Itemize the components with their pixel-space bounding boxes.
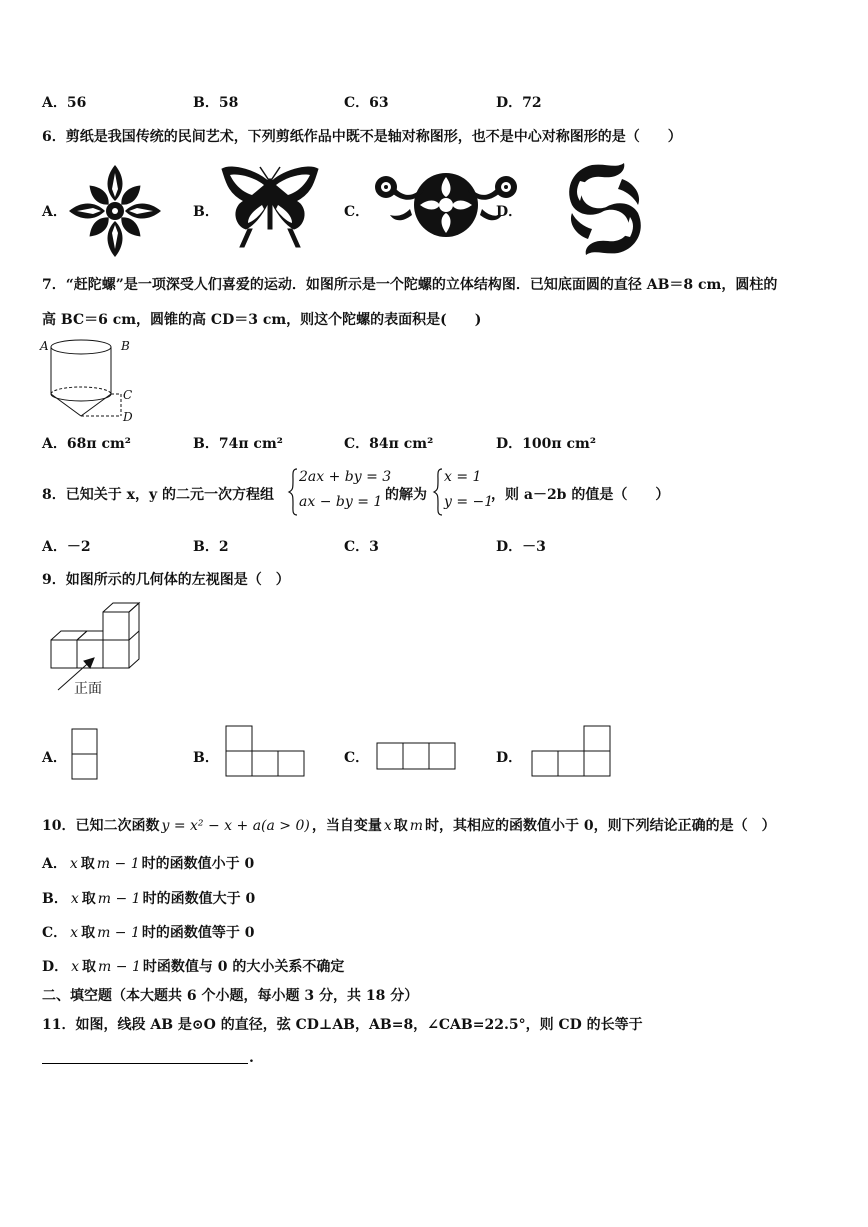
q5-option-d: D．72: [496, 95, 542, 111]
quadratic-function: y = x² − x + a(a > 0): [161, 818, 310, 834]
figure-label-a: A: [40, 339, 49, 353]
q10-option-b-x: x: [70, 891, 79, 907]
answer-blank[interactable]: [42, 1063, 248, 1064]
q7-option-b: B．74π cm²: [193, 436, 283, 452]
q6-stem: 6．剪纸是我国传统的民间艺术，下列剪纸作品中既不是轴对称图形，也不是中心对称图形的是（ ）: [42, 129, 682, 145]
q11-stem: 11．如图，线段 AB 是⊙O 的直径，弦 CD⊥AB，AB=8，∠CAB=22.5°，则 CD 的长等于: [42, 1017, 643, 1033]
q7-option-c: C．84π cm²: [344, 436, 434, 452]
q10-option-a-letter: A．: [42, 856, 67, 872]
q10-option-d-expr: m − 1: [98, 959, 141, 975]
q7-option-a: A．68π cm²: [42, 436, 131, 452]
q9-option-c-label: C．: [344, 750, 370, 766]
q10-option-d-letter: D．: [42, 959, 69, 975]
right-brace-solution: [433, 468, 443, 516]
q8-stem-prefix: 8．已知关于 x，y 的二元一次方程组: [42, 487, 274, 503]
option-d-view-diagram: [531, 725, 613, 779]
left-brace-system: [288, 468, 298, 516]
papercut-flower-image: [67, 163, 163, 259]
q9-stem: 9．如图所示的几何体的左视图是（ ）: [42, 572, 290, 588]
figure-label-b: B: [121, 339, 130, 353]
q10-option-d: [42, 956, 344, 976]
q10-stem-mid1: ，当自变量: [311, 818, 382, 834]
q10-stem-prefix: 10．已知二次函数: [42, 818, 160, 834]
q10-option-c-x: x: [70, 925, 79, 941]
q5-option-a: A．56: [42, 95, 87, 111]
q7-stem-line1: 7．“赶陀螺”是一项深受人们喜爱的运动．如图所示是一个陀螺的立体结构图．已知底面圆的直径 AB＝8 cm，圆柱的: [42, 277, 778, 293]
q10-option-d-x: x: [71, 959, 80, 975]
figure-label-d: D: [123, 410, 133, 424]
q7-stem-line2: 高 BC＝6 cm，圆锥的高 CD＝3 cm，则这个陀螺的表面积是( ): [42, 312, 482, 328]
q5-option-c: C．63: [344, 95, 389, 111]
q10-stem-line: [42, 815, 776, 835]
variable-m: m: [409, 818, 424, 834]
equation-1: 2ax + by = 3: [299, 469, 392, 485]
option-a-view-diagram: [71, 728, 99, 782]
q8-stem-suffix: ，则 a－2b 的值是（ ）: [491, 487, 670, 503]
q6-option-b-label: B．: [193, 204, 219, 220]
q7-option-d: D．100π cm²: [496, 436, 596, 452]
solution-y: y = −1: [444, 494, 494, 510]
q10-option-b-expr: m − 1: [97, 891, 141, 907]
option-b-view-diagram: [225, 725, 307, 779]
papercut-phoenix-image: [562, 161, 648, 257]
papercut-butterfly-image: [218, 163, 322, 249]
q10-option-c-take: 取: [81, 925, 96, 941]
front-view-label: 正面: [74, 681, 102, 697]
q10-option-c-text: 时的函数值等于 0: [141, 925, 255, 941]
q10-option-d-text: 时函数值与 0 的大小关系不确定: [142, 959, 345, 975]
q10-option-a-expr: m − 1: [96, 856, 140, 872]
variable-x: x: [383, 818, 392, 834]
q10-stem-mid2: 取: [393, 818, 408, 834]
q6-option-a-label: A．: [42, 204, 67, 220]
q10-option-b: [42, 888, 255, 908]
q10-option-c-letter: C．: [42, 925, 68, 941]
q10-option-d-take: 取: [82, 959, 97, 975]
option-c-view-diagram: [376, 742, 458, 771]
q10-option-c-expr: m − 1: [97, 925, 140, 941]
section-title: 二、填空题（本大题共 6 个小题，每小题 3 分，共 18 分）: [42, 988, 419, 1004]
solution-x: x = 1: [444, 469, 482, 485]
q6-option-d-label: D．: [496, 204, 523, 220]
q8-option-b: B．2: [193, 539, 229, 555]
q9-option-a-label: A．: [42, 750, 67, 766]
q8-option-a: A．－2: [42, 539, 91, 555]
q10-option-a-x: x: [69, 856, 78, 872]
q10-option-c: [42, 922, 255, 942]
q6-option-c-label: C．: [344, 204, 370, 220]
figure-label-c: C: [123, 388, 133, 402]
q10-option-b-letter: B．: [42, 891, 68, 907]
q10-option-a-take: 取: [80, 856, 95, 872]
q10-option-b-take: 取: [81, 891, 96, 907]
q5-option-b: B．58: [193, 95, 239, 111]
q9-option-d-label: D．: [496, 750, 523, 766]
q8-option-c: C．3: [344, 539, 379, 555]
q10-option-a-text: 时的函数值小于 0: [141, 856, 255, 872]
q10-option-a: [42, 853, 254, 873]
q8-option-d: D．－3: [496, 539, 546, 555]
q10-stem-suffix: 时，其相应的函数值小于 0，则下列结论正确的是（ ）: [425, 818, 776, 834]
q11-end: .: [249, 1050, 254, 1066]
equation-2: ax − by = 1: [299, 494, 383, 510]
q9-option-b-label: B．: [193, 750, 219, 766]
q8-stem-mid: 的解为: [385, 487, 427, 503]
q10-option-b-text: 时的函数值大于 0: [142, 891, 256, 907]
